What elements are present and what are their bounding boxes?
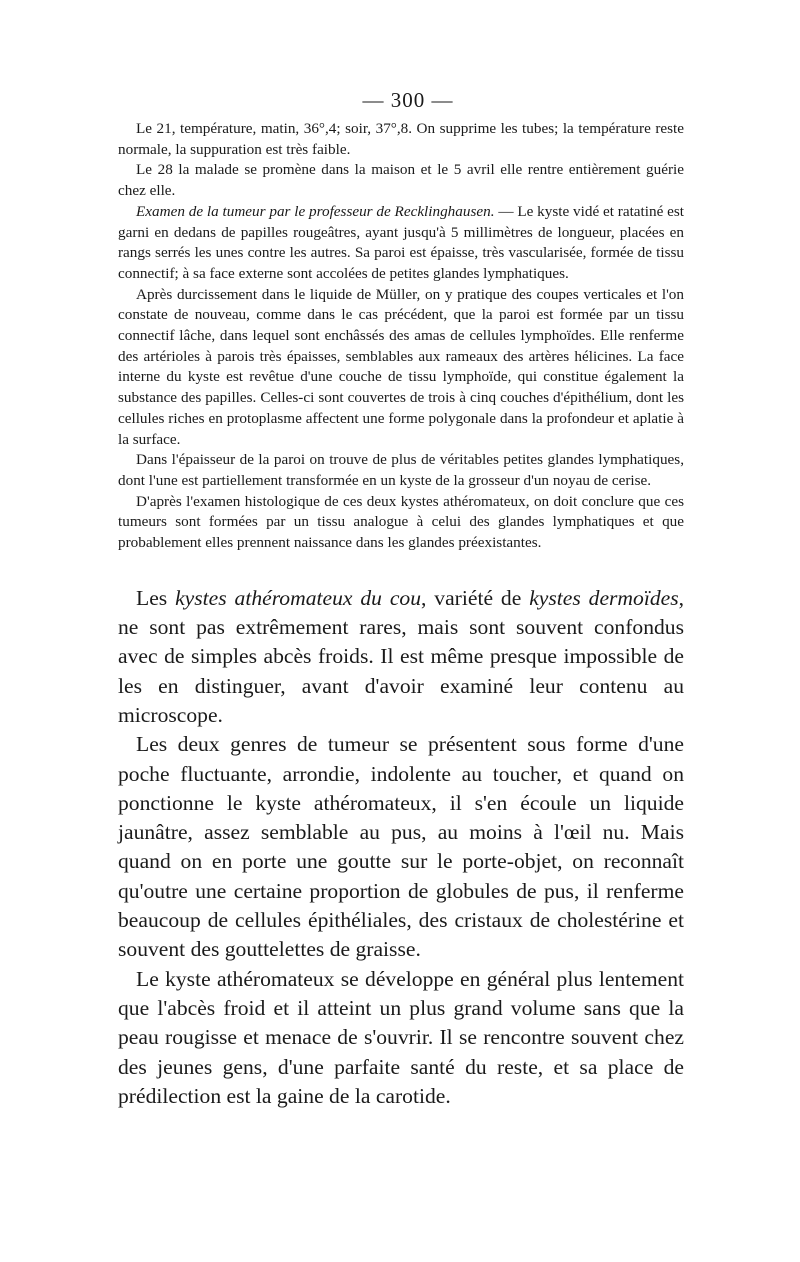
paragraph-development: Le kyste athéromateux se développe en général plus lentement que l'abcès froid et il atteint un plus grand volume sans que la peau rougisse et menace de s'ouvrir. Il se rencontre souvent chez des jeunes gens, d'une parfaite santé du reste, et sa place de prédilection est la gaine de la carotide. [118, 966, 684, 1108]
paragraph-examination [118, 202, 684, 285]
text-run: Les [136, 585, 176, 610]
paragraph-temperature: Le 21, température, matin, 36°,4; soir, 37°,8. On supprime les tubes; la température reste normale, la suppuration est très faible. [118, 120, 684, 158]
paragraph-histology: Après durcissement dans le liquide de Müller, on y pratique des coupes verticales et l'on constate de nouveau, comme dans le cas précédent, que la paroi est formée par un tissu connectif lâche, dans lequel sont enchâssés des amas de cellules lymphoïdes. Elle renferme des artérioles à parois très épaisses, semblables aux rameaux des artères hélicines. La face interne du kyste est revêtue d'une couche de tissu lymphoïde, qui constitue également la substance des papilles. Celles-ci sont couvertes de trois à cinq couches d'épithélium, dont les cellules riches en protoplasme affectent une forme polygonale dans la profondeur et aplatie à la surface. [118, 285, 684, 448]
paragraph-conclusion: D'après l'examen histologique de ces deux kystes athéromateux, on doit conclure que ces tumeurs sont formées par un tissu analogue à celui des glandes lymphatiques et que probablement elles prennent naissance dans les glandes préexistantes. [118, 492, 684, 552]
examination-text: — Le kyste vidé et ratatiné est garni en dedans de papilles rougeâtres, ayant jusqu'à 5 millimètres de longueur, placées en rangs serrés les unes contre les autres. Sa paroi est épaisse, très vascularisée, formée de tissu connectif; à sa face externe sont accolées de petites glandes lymphatiques. [118, 202, 684, 282]
book-page [118, 88, 684, 1111]
text-run: , variété de [421, 585, 530, 610]
main-text-section [118, 584, 684, 1111]
paragraph-lymph-glands: Dans l'épaisseur de la paroi on trouve de plus de véritables petites glandes lymphatiques, dont l'une est partiellement transformée en un kyste de la grosseur d'un noyau de cerise. [118, 451, 684, 489]
term-kystes-dermoides: kystes dermoïdes [529, 585, 679, 610]
page-number: — 300 — [362, 88, 454, 112]
term-kystes-atheromateux: kystes athéromateux du cou [175, 585, 422, 610]
paragraph-discharge: Le 28 la malade se promène dans la maison et le 5 avril elle rentre entièrement guérie chez elle. [118, 161, 684, 200]
examination-heading: Examen de la tumeur par le professeur de Recklinghausen. [136, 202, 495, 220]
text-run: , ne sont pas extrêmement rares, mais sont souvent confondus avec de simples abcès froids. Il est même presque impossible de les en distinguer, avant d'avoir examiné leur contenu au microscope. [118, 585, 685, 727]
paragraph-symptoms: Les deux genres de tumeur se présentent sous forme d'une poche fluctuante, arrondie, indolente au toucher, et quand on ponctionne le kyste athéromateux, il s'en écoule un liquide jaunâtre, assez semblable au pus, au moins à l'œil nu. Mais quand on en porte une goutte sur le porte-objet, on reconnaît qu'outre une certaine proportion de globules de pus, il renferme beaucoup de cellules épithéliales, des cristaux de cholestérine et souvent des gouttelettes de graisse. [118, 732, 684, 962]
paragraph-definition [118, 584, 684, 730]
case-report-section [118, 119, 684, 554]
